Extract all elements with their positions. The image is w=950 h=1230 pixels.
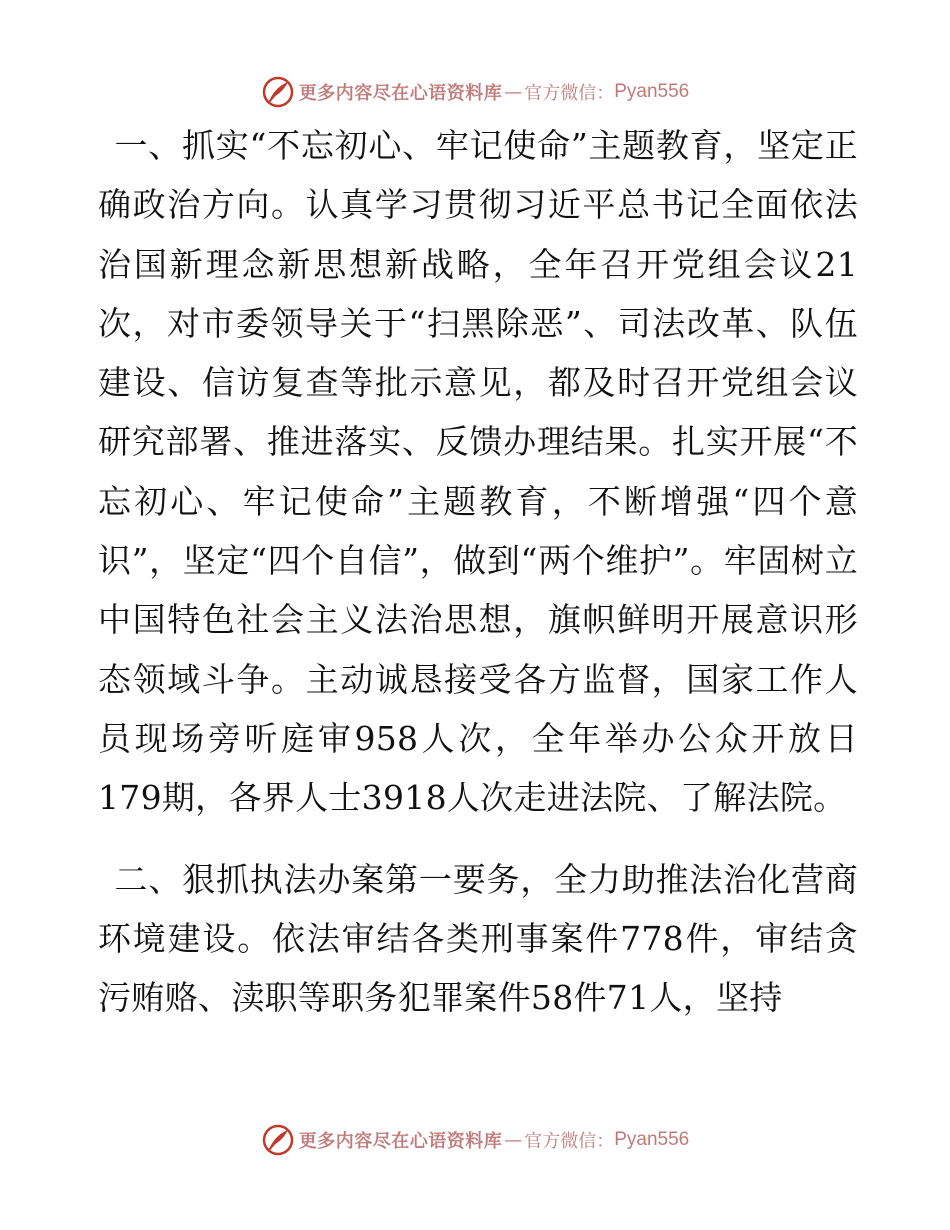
feather-pen-logo-icon: [261, 75, 295, 109]
footer-watermark: [0, 1120, 950, 1160]
watermark-dash: —: [504, 1129, 523, 1151]
paragraph-2-text: 二、狠抓执法办案第一要务，全力助推法治化营商环境建设。依法审结各类刑事案件778件，审结贪污贿赂、渎职等职务犯罪案件58件71人，坚持: [98, 859, 858, 1018]
watermark-main-text: 更多内容尽在心语资料库: [298, 1131, 503, 1152]
paragraph-1: [98, 116, 858, 828]
watermark-wechat-id: Pyan556: [614, 81, 690, 102]
paragraph-spacer: [98, 828, 858, 850]
feather-pen-logo-icon: [261, 1123, 295, 1157]
header-watermark: [0, 72, 950, 112]
watermark-dash: —: [504, 81, 523, 103]
paragraph-2: [98, 850, 858, 1028]
document-body: [98, 116, 858, 1027]
watermark-sub-text: 官方微信：: [524, 1131, 615, 1152]
watermark-wechat-id: Pyan556: [614, 1129, 690, 1150]
paragraph-1-text: 一、抓实“不忘初心、牢记使命”主题教育，坚定正确政治方向。认真学习贯彻习近平总书记全面依法治国新理念新思想新战略，全年召开党组会议21次，对市委领导关于“扫黑除恶”、司法改革、队伍建设、信访复查等批示意见，都及时召开党组会议研究部署、推进落实、反馈办理结果。扎实开展“不忘初心、牢记使命”主题教育，不断增强“四个意识”，坚定“四个自信”，做到“两个维护”。牢固树立中国特色社会主义法治思想，旗帜鲜明开展意识形态领域斗争。主动诚恳接受各方监督，国家工作人员现场旁听庭审958人次，全年举办公众开放日179期，各界人士3918人次走进法院、了解法院。: [98, 126, 858, 818]
watermark-main-text: 更多内容尽在心语资料库: [298, 83, 503, 104]
watermark-sub-text: 官方微信：: [524, 83, 615, 104]
